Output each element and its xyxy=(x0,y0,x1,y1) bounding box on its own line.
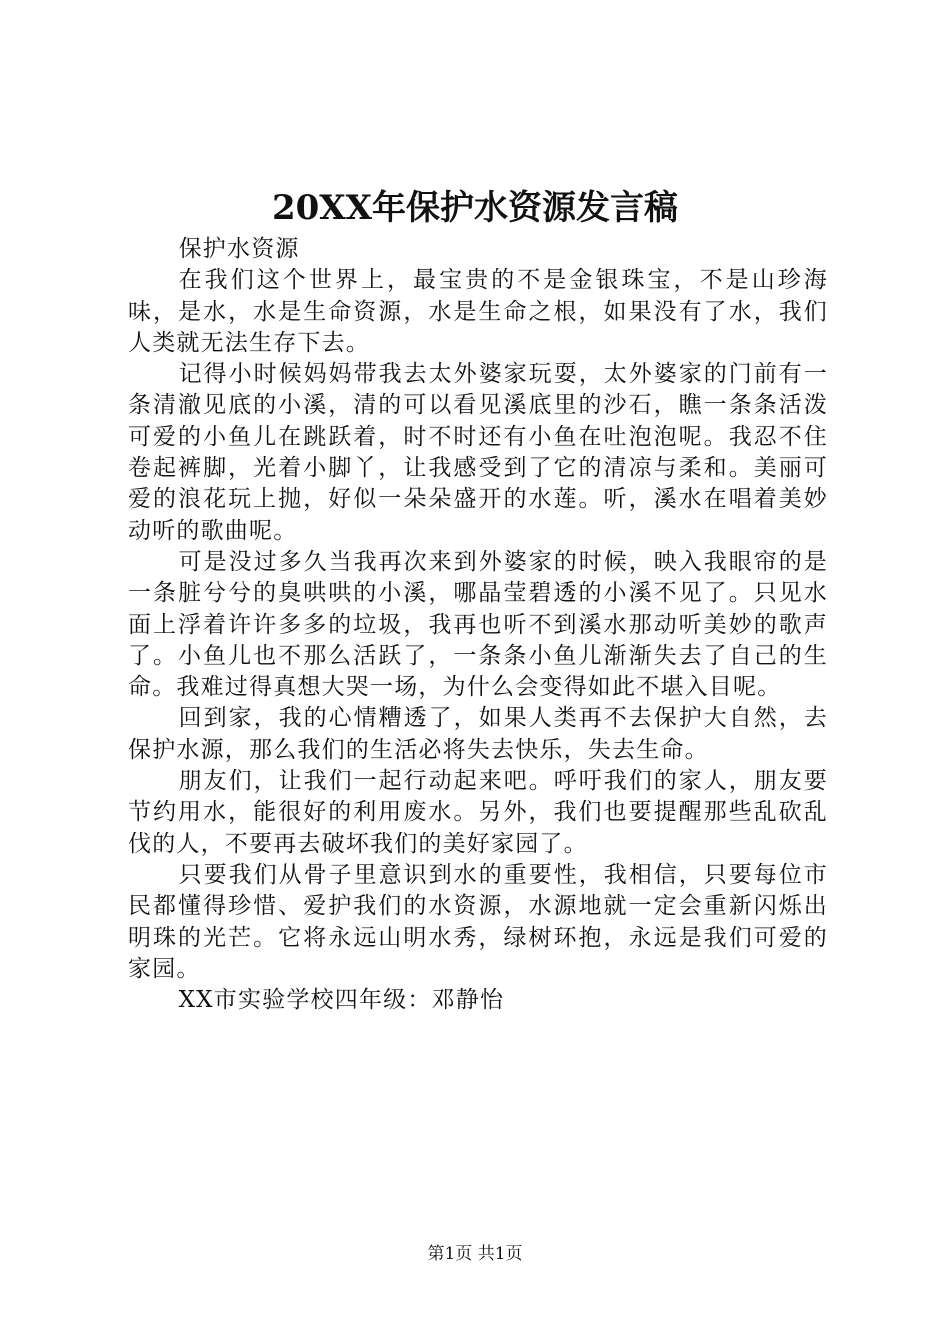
paragraph: 在我们这个世界上，最宝贵的不是金银珠宝，不是山珍海味，是水，水是生命资源，水是生命之根，如果没有了水，我们人类就无法生存下去。 xyxy=(128,267,828,356)
page-number: 第1页 共1页 xyxy=(427,1244,523,1264)
paragraph: 只要我们从骨子里意识到水的重要性，我相信，只要每位市民都懂得珍惜、爱护我们的水资源，水源地就一定会重新闪烁出明珠的光芒。它将永远山明水秀，绿树环抱，永远是我们可爱的家园。 xyxy=(128,861,828,982)
paragraph: 记得小时候妈妈带我去太外婆家玩耍，太外婆家的门前有一条清澈见底的小溪，清的可以看见溪底里的沙石，瞧一条条活泼可爱的小鱼儿在跳跃着，时不时还有小鱼在吐泡泡呢。我忍不住卷起裤脚，光着小脚丫，让我感受到了它的清凉与柔和。美丽可爱的浪花玩上抛，好似一朵朵盛开的水莲。听，溪水在唱着美妙动听的歌曲呢。 xyxy=(128,361,828,544)
document-body xyxy=(128,234,828,1016)
document-title: 20XX年保护水资源发言稿 xyxy=(271,188,679,228)
paragraph: 朋友们，让我们一起行动起来吧。呼吁我们的家人，朋友要节约用水，能很好的利用废水。另外，我们也要提醒那些乱砍乱伐的人，不要再去破坏我们的美好家园了。 xyxy=(128,768,828,857)
paragraph: 回到家，我的心情糟透了，如果人类再不去保护大自然，去保护水源，那么我们的生活必将失去快乐，失去生命。 xyxy=(128,705,828,763)
paragraph-heading: 保护水资源 xyxy=(178,236,300,262)
paragraph: 可是没过多久当我再次来到外婆家的时候，映入我眼帘的是一条脏兮兮的臭哄哄的小溪，哪晶莹碧透的小溪不见了。只见水面上浮着许许多多的垃圾，我再也听不到溪水那动听美妙的歌声了。小鱼儿也不那么活跃了，一条条小鱼儿渐渐失去了自己的生命。我难过得真想大哭一场，为什么会变得如此不堪入目呢。 xyxy=(128,548,828,701)
author-signature: XX市实验学校四年级：邓静怡 xyxy=(178,987,505,1014)
